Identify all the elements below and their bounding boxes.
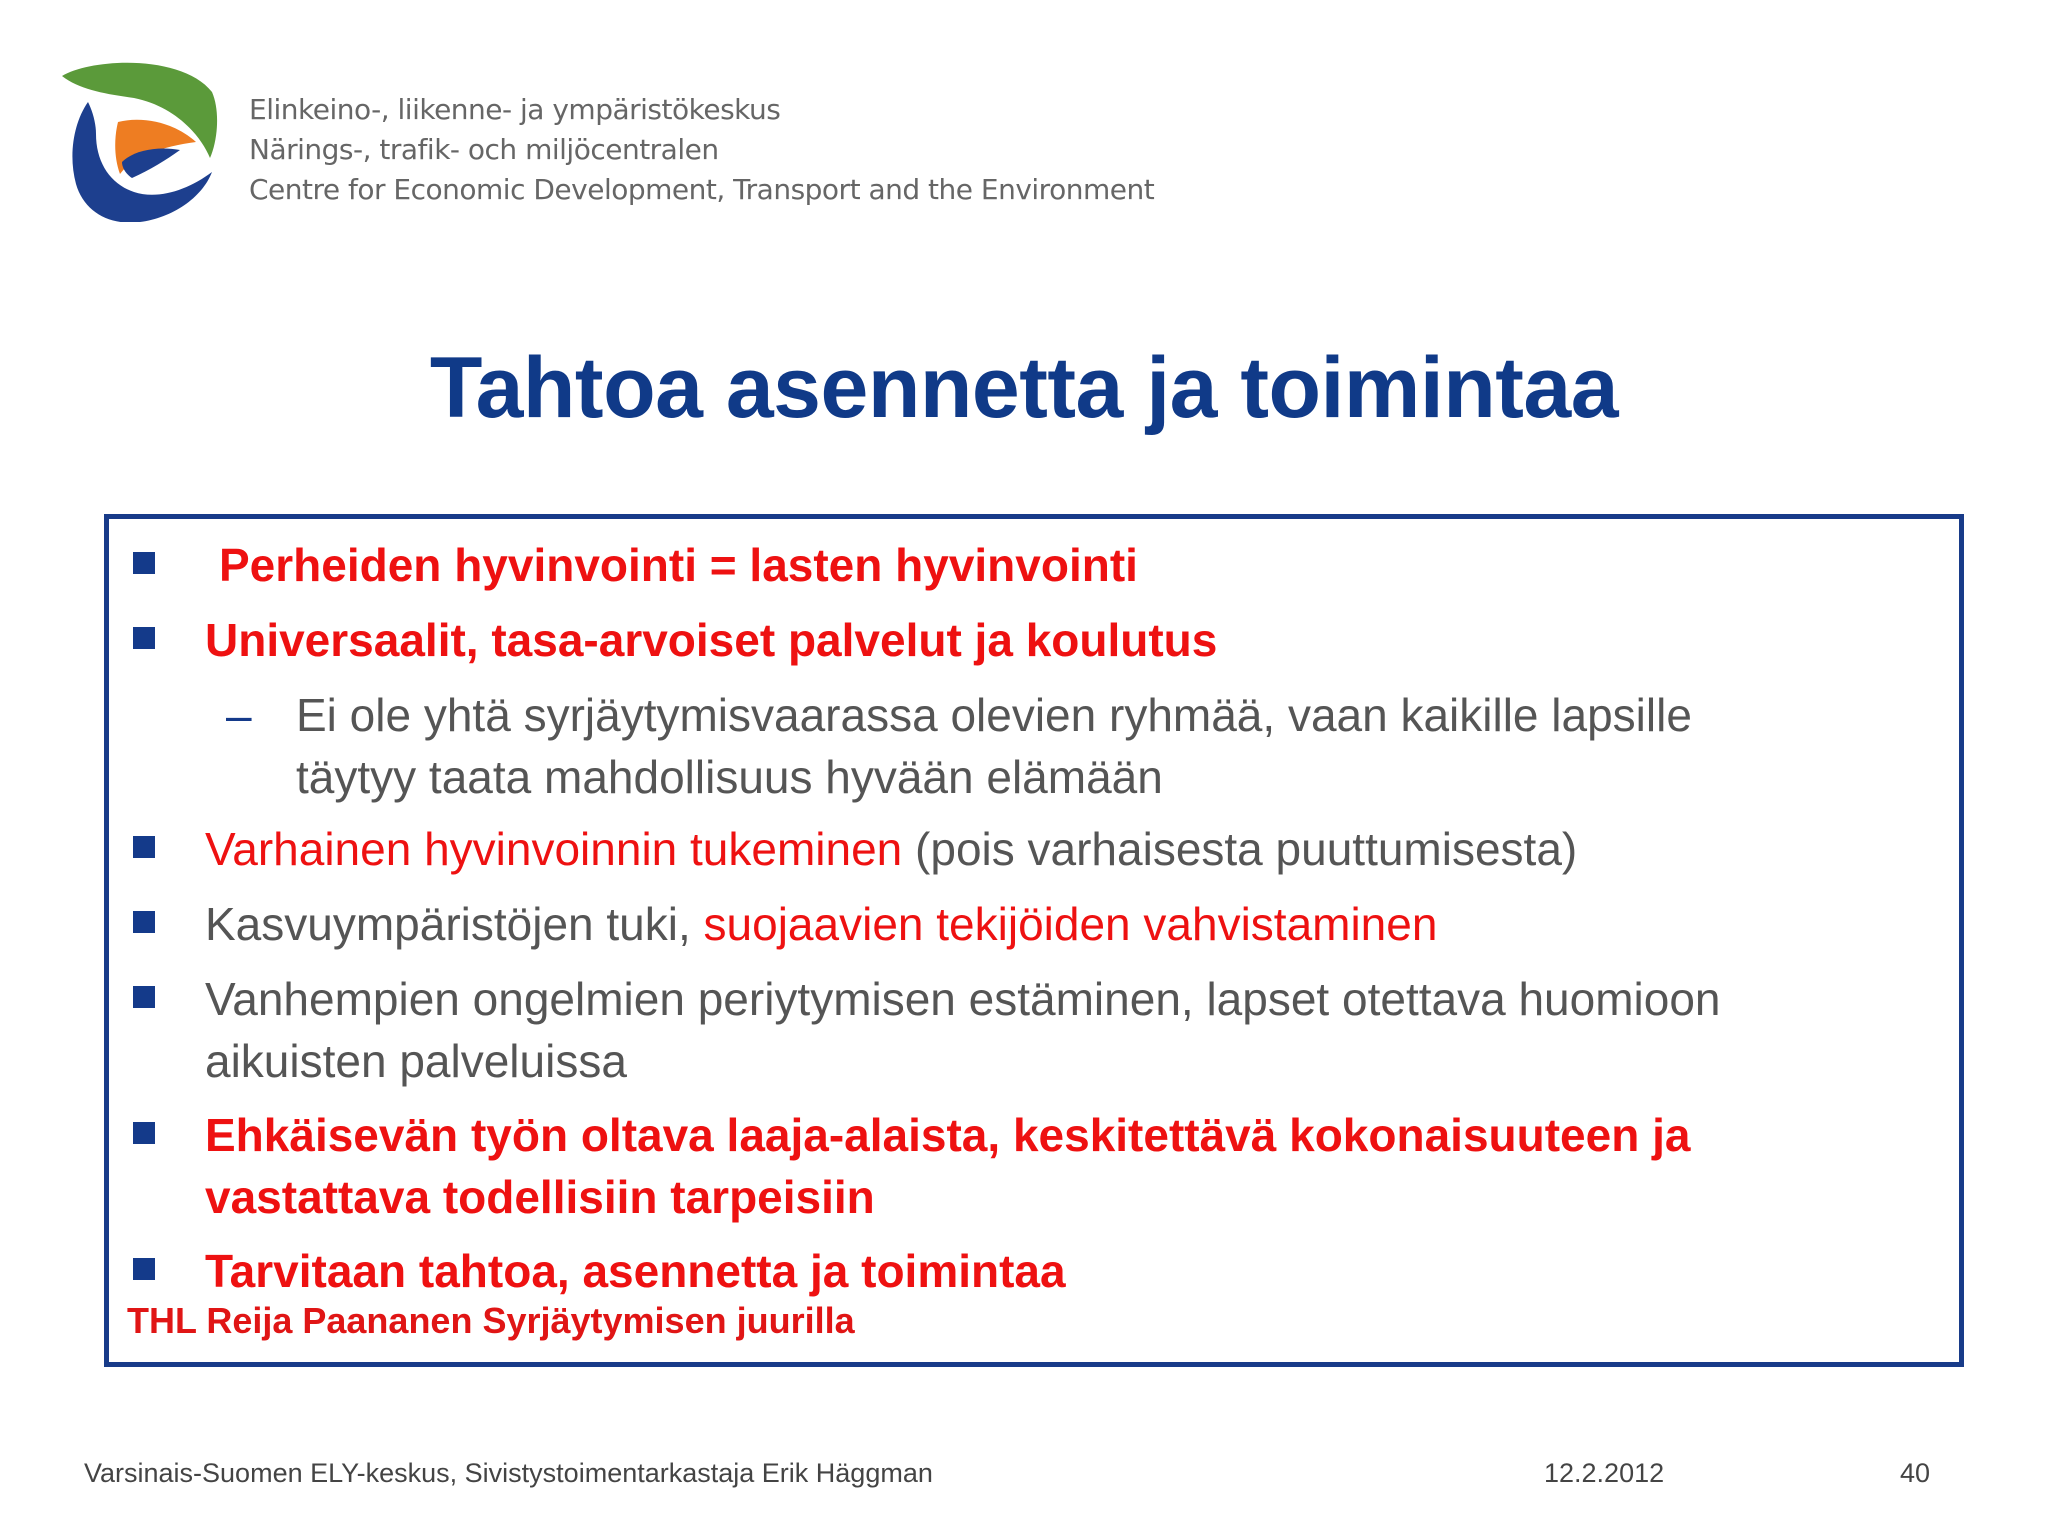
bullet-1-text: Perheiden hyvinvointi = lasten hyvinvointi <box>219 539 1138 591</box>
bullet-6-line-2: vastattava todellisiin tarpeisiin <box>205 1171 875 1223</box>
footer-page-number: 40 <box>1900 1458 1931 1488</box>
org-name-swedish: Närings-, trafik- och miljöcentralen <box>249 133 719 166</box>
square-bullet-icon <box>133 627 155 649</box>
bullet-3-text <box>205 818 1933 880</box>
sub-bullet-line-2: täytyy taata mahdollisuus hyvään elämään <box>296 751 1163 803</box>
slide-title: Tahtoa asennetta ja toimintaa <box>429 340 1619 436</box>
dash-bullet: – <box>226 689 252 741</box>
org-name-english: Centre for Economic Development, Transport and the Environment <box>249 173 1155 206</box>
bullet-6-line-1: Ehkäisevän työn oltava laaja-alaista, keskitettävä kokonaisuuteen ja <box>205 1109 1691 1161</box>
bullet-2 <box>133 609 1933 671</box>
square-bullet-icon <box>133 1122 155 1144</box>
bullet-6 <box>133 1104 1933 1228</box>
footer-author: Varsinais-Suomen ELY-keskus, Sivistystoimentarkastaja Erik Häggman <box>84 1458 933 1488</box>
bullet-3-red-text: Varhainen hyvinvoinnin tukeminen <box>205 823 903 875</box>
bullet-4-text <box>205 893 1933 955</box>
bullet-3 <box>133 818 1933 880</box>
bullet-2-text: Universaalit, tasa-arvoiset palvelut ja koulutus <box>205 614 1218 666</box>
org-name-finnish: Elinkeino-, liikenne- ja ympäristökeskus <box>249 93 781 126</box>
square-bullet-icon <box>133 1258 155 1280</box>
bullet-5-line-1: Vanhempien ongelmien periytymisen estäminen, lapset otettava huomioon <box>205 973 1721 1025</box>
bullet-4-red-text: suojaavien tekijöiden vahvistaminen <box>703 898 1438 950</box>
ely-logo <box>62 62 222 222</box>
bullet-1 <box>133 534 1933 596</box>
bullet-3-rest-text: (pois varhaisesta puuttumisesta) <box>902 823 1578 875</box>
sub-bullet-line-1: Ei ole yhtä syrjäytymisvaarassa olevien ryhmää, vaan kaikille lapsille <box>296 689 1692 741</box>
bullet-4-gray-text: Kasvuympäristöjen tuki, <box>205 898 704 950</box>
square-bullet-icon <box>133 911 155 933</box>
square-bullet-icon <box>133 986 155 1008</box>
square-bullet-icon <box>133 836 155 858</box>
bullet-5 <box>133 968 1933 1092</box>
bullet-7 <box>133 1240 1933 1302</box>
bullet-7-text: Tarvitaan tahtoa, asennetta ja toimintaa <box>205 1245 1066 1297</box>
ely-centre-logo-icon <box>62 62 222 222</box>
organization-name <box>249 90 1154 210</box>
bullet-5-line-2: aikuisten palveluissa <box>205 1035 627 1087</box>
sub-bullet <box>226 684 1926 808</box>
square-bullet-icon <box>133 552 155 574</box>
bullet-4 <box>133 893 1933 955</box>
source-citation: THL Reija Paananen Syrjäytymisen juurilla <box>127 1300 855 1341</box>
footer-date: 12.2.2012 <box>1544 1458 1665 1488</box>
